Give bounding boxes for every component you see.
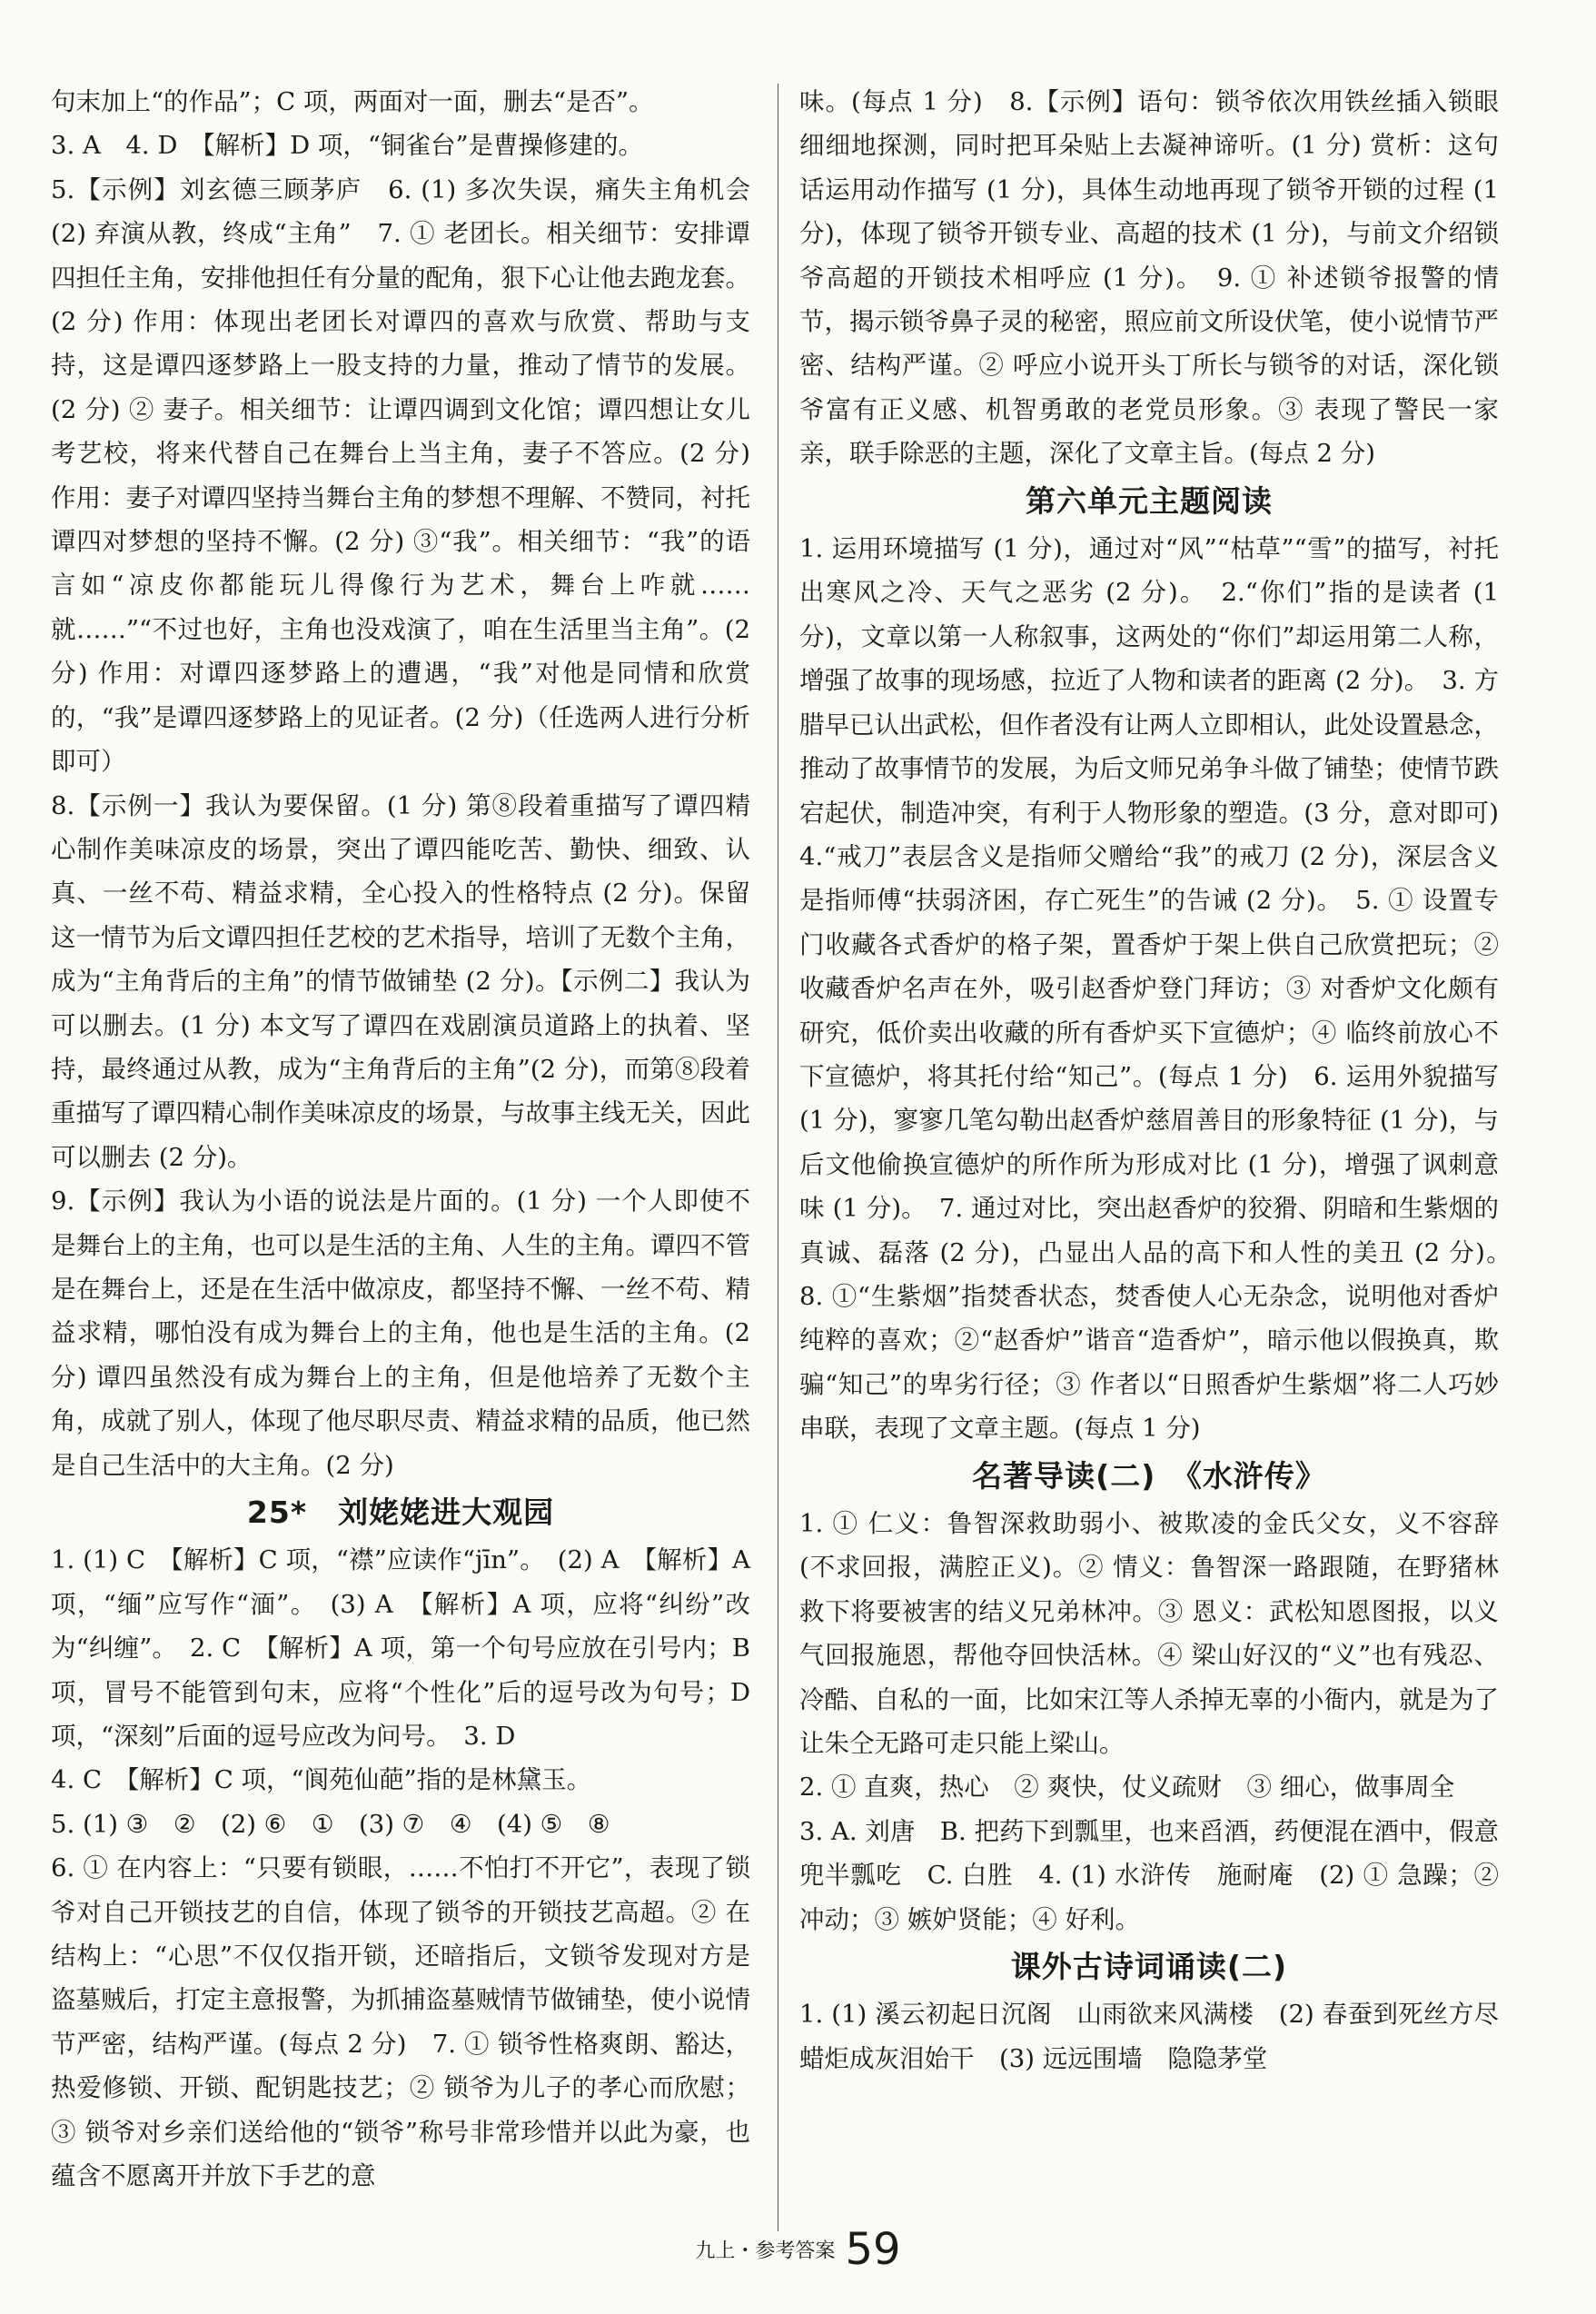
answer-paragraph: 味。(每点 1 分) 8.【示例】语句：锁爷依次用铁丝插入锁眼细细地探测，同时把耳朵贴上去凝神谛听。(1 分) 赏析：这句话运用动作描写 (1 分)，具体生动地再现了锁爷开锁的过程 (1 分)，体现了锁爷开锁专业、高超的技术 (1 分)，与前文介绍锁爷高超的开锁技术相呼应 (1 分)。 9. ① 补述锁爷报警的情节，揭示锁爷鼻子灵的秘密，照应前文所设伏笔，使小说情节严密、结构严谨。② 呼应小说开头丁所长与锁爷的对话，深化锁爷富有正义感、机智勇敢的老党员形象。③ 表现了警民一家亲，联手除恶的主题，深化了文章主旨。(每点 2 分): [799, 87, 1499, 469]
page-footer: [0, 2224, 1596, 2275]
answer-paragraph: 3. A. 刘唐 B. 把药下到瓢里，也来舀酒，药便混在酒中，假意兜半瓢吃 C. 白胜 4. (1) 水浒传 施耐庵 (2) ① 急躁；② 冲动；③ 嫉妒贤能；④ 好利。: [799, 1816, 1500, 1934]
page-number: 59: [845, 2224, 901, 2275]
answer-paragraph: 3. A 4. D 【解析】D 项，“铜雀台”是曹操修建的。: [51, 131, 644, 161]
answer-paragraph: 1. 运用环境描写 (1 分)，通过对“风”“枯草”“雪”的描写，衬托出寒风之冷、天气之恶劣 (2 分)。 2.“你们”指的是读者 (1 分)，文章以第一人称叙事，这两处的“你们”却运用第二人称，增强了故事的现场感，拉近了人物和读者的距离 (2 分)。 3. 方腊早已认出武松，但作者没有让两人立即相认，此处设置悬念，推动了故事情节的发展，为后文师兄弟争斗做了铺垫；使情节跌宕起伏，制造冲突，有利于人物形象的塑造。(3 分，意对即可) 4.“戒刀”表层含义是指师父赠给“我”的戒刀 (2 分)，深层含义是指师傅“扶弱济困，存亡死生”的告诫 (2 分)。 5. ① 设置专门收藏各式香炉的格子架，置香炉于架上供自己欣赏把玩；② 收藏香炉名声在外，吸引赵香炉登门拜访；③ 对香炉文化颇有研究，低价卖出收藏的所有香炉买下宣德炉；④ 临终前放心不下宣德炉，将其托付给“知己”。(每点 1 分) 6. 运用外貌描写 (1 分)，寥寥几笔勾勒出赵香炉慈眉善目的形象特征 (1 分)，与后文他偷换宣德炉的所作所为形成对比 (1 分)，增强了讽刺意味 (1 分)。 7. 通过对比，突出赵香炉的狡猾、阴暗和生紫烟的真诚、磊落 (2 分)，凸显出人品的高下和人性的美丑 (2 分)。 8. ①“生紫烟”指焚香状态，焚香使人心无杂念，说明他对香炉纯粹的喜欢；②“赵香炉”谐音“造香炉”，暗示他以假换真，欺骗“知己”的卑劣行径；③ 作者以“日照香炉生紫烟”将二人巧妙串联，表现了文章主题。(每点 1 分): [799, 534, 1524, 1444]
answer-paragraph: 1. (1) 溪云初起日沉阁 山雨欲来风满楼 (2) 春蚕到死丝方尽 蜡炬成灰泪始干 (3) 远远围墙 隐隐茅堂: [799, 2000, 1524, 2073]
section-title: 课外古诗词诵读(二): [1010, 1949, 1288, 1985]
answer-paragraph: 句末加上“的作品”；C 项，两面对一面，删去“是否”。: [51, 87, 654, 116]
answer-paragraph: 4. C 【解析】C 项，“阆苑仙葩”指的是林黛玉。: [51, 1765, 592, 1795]
section-title: 25* 刘姥姥进大观园: [246, 1495, 555, 1530]
footer-label: 九上・参考答案: [695, 2240, 836, 2263]
answer-paragraph: 8.【示例一】我认为要保留。(1 分) 第⑧段着重描写了谭四精心制作美味凉皮的场景，突出了谭四能吃苦、勤快、细致、认真、一丝不苟、精益求精，全心投入的性格特点 (2 分)。保留这一情节为后文谭四担任艺校的艺术指导，培训了无数个主角，成为“主角背后的主角”的情节做铺垫 (2 分)。【示例二】我认为可以删去。(1 分) 本文写了谭四在戏剧演员道路上的执着、坚持，最终通过从教，成为“主角背后的主角”(2 分)，而第⑧段着重描写了谭四精心制作美味凉皮的场景，与故事主线无关，因此可以删去 (2 分)。: [51, 790, 750, 1172]
answer-paragraph: 1. (1) C 【解析】C 项，“襟”应读作“jīn”。 (2) A 【解析】A 项，“缅”应写作“湎”。 (3) A 【解析】A 项，应将“纠纷”改为“纠缠”。 2. C 【解析】A 项，第一个句号应放在引号内；B 项，冒号不能管到句末，应将“个性化”后的逗号改为句号；D 项，“深刻”后面的逗号应改为问号。 3. D: [51, 1545, 750, 1752]
answer-paragraph: 6. ① 在内容上：“只要有锁眼，……不怕打不开它”，表现了锁爷对自己开锁技艺的自信，体现了锁爷的开锁技艺高超。② 在结构上：“心思”不仅仅指开锁，还暗指后，文锁爷发现对方是盗墓贼后，打定主意报警，为抓捕盗墓贼情节做铺垫，使小说情节严密，结构严谨。(每点 2 分) 7. ① 锁爷性格爽朗、豁达，热爱修锁、开锁、配钥匙技艺；② 锁爷为儿子的孝心而欣慰；③ 锁爷对乡亲们送给他的“锁爷”称号非常珍惜并以此为豪，也蕴含不愿离开并放下手艺的意: [51, 1853, 750, 2191]
answer-paragraph: 2. ① 直爽，热心 ② 爽快，仗义疏财 ③ 细心，做事周全: [799, 1773, 1455, 1803]
section-title: 第六单元主题阅读: [1026, 482, 1273, 519]
answer-paragraph: 1. ① 仁义：鲁智深救助弱小、被欺凌的金氏父女，义不容辞 (不求回报，满腔正义)。② 情义：鲁智深一路跟随，在野猪林救下将要被害的结义兄弟林冲。③ 恩义：武松知恩图报，以义气回报施恩，帮他夺回快活林。④ 梁山好汉的“义”也有残忍、冷酷、自私的一面，比如宋江等人杀掉无辜的小衙内，就是为了让朱仝无路可走只能上梁山。: [799, 1509, 1499, 1759]
answer-paragraph: 5. (1) ③ ② (2) ⑥ ① (3) ⑦ ④ (4) ⑤ ⑧: [51, 1809, 610, 1839]
left-column: [51, 80, 776, 2199]
answer-paragraph: 9.【示例】我认为小语的说法是片面的。(1 分) 一个人即使不是舞台上的主角，也可以是生活的主角、人生的主角。谭四不管是在舞台上，还是在生活中做凉皮，都坚持不懈、一丝不苟、精益求精，哪怕没有成为舞台上的主角，他也是生活的主角。(2 分) 谭四虽然没有成为舞台上的主角，但是他培养了无数个主角，成就了别人，体现了他尽职尽责、精益求精的品质，他已然是自己生活中的大主角。(2 分): [51, 1187, 750, 1480]
answer-paragraph: 5.【示例】刘玄德三顾茅庐 6. (1) 多次失误，痛失主角机会 (2) 弃演从教，终成“主角” 7. ① 老团长。相关细节：安排谭四担任主角，安排他担任有分量的配角，狠下心让他去跑龙套。(2 分) 作用：体现出老团长对谭四的喜欢与欣赏、帮助与支持，这是谭四逐梦路上一股支持的力量，推动了情节的发展。(2 分) ② 妻子。相关细节：让谭四调到文化馆；谭四想让女儿考艺校，将来代替自己在舞台上当主角，妻子不答应。(2 分) 作用：妻子对谭四坚持当舞台主角的梦想不理解、不赞同，衬托谭四对梦想的坚持不懈。(2 分) ③“我”。相关细节：“我”的语言如“凉皮你都能玩儿得像行为艺术，舞台上咋就……就……”“不过也好，主角也没戏演了，咱在生活里当主角”。(2 分) 作用：对谭四逐梦路上的遭遇，“我”对他是同情和欣赏的，“我”是谭四逐梦路上的见证者。(2 分)（任选两人进行分析即可）: [51, 174, 776, 777]
right-column: [799, 80, 1524, 2081]
section-title: 名著导读(二) 《水浒传》: [972, 1457, 1326, 1494]
